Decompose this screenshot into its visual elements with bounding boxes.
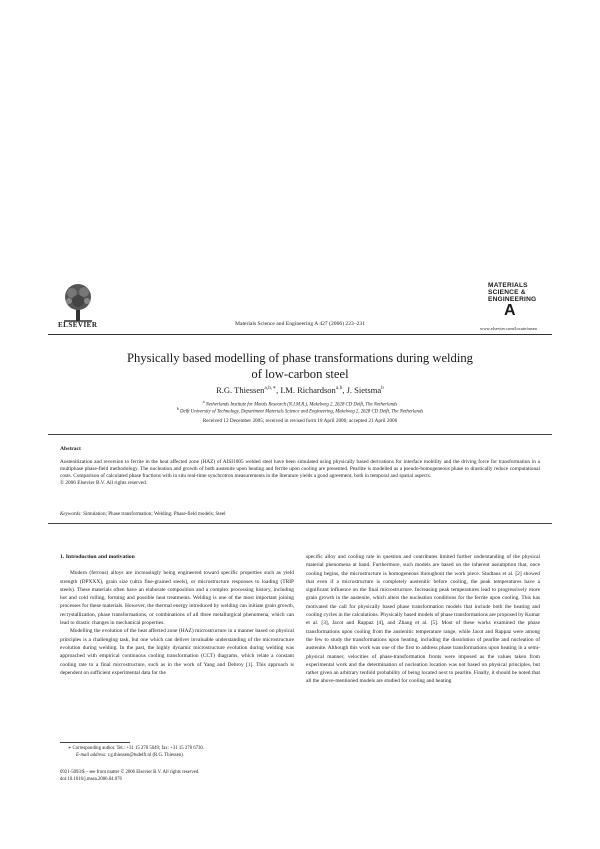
doi-line[interactable]: doi:10.1016/j.msea.2006.04.076 (60, 777, 122, 782)
author-affiliation-mark: b (381, 385, 384, 392)
received-dates: Received 12 December 2005; received in revised form 18 April 2006; accepted 21 April 2006 (202, 418, 398, 424)
footnote-rule (60, 742, 130, 743)
author-list: R.G. Thiessen$^{a,b,∗}$, I.M. Richardson$^{a,b}$, J. Sietsma$^b$ (216, 385, 384, 395)
abstract-top-rule (48, 434, 552, 435)
abstract-text: Austenitization and reversion to ferrite in the heat affected zone (HAZ) of AISI1005 welded steel have been simulated using physically based derivations for interface mobility and the driving force for transformation in a multiphase phase-field methodology. The nucleation and growth of both austenite upon heating and ferrite upon cooling are presented. Pearlite is modelled as a pseudo-homogeneous phase to drastically reduce computational costs. Comparison of calculated phase fractions with in situ real-time synchrotron measurements in the literature yields a good agreement, both in temporal and spatial aspects. (60, 459, 540, 479)
abstract-bottom-rule (48, 523, 552, 524)
journal-logo-letter: A (504, 302, 516, 320)
paragraph: Modern (ferrous) alloys are increasingly being engineered toward specific properties such as yield strength (DPXXX), grain size (ultra fine-grained steels), or microstructure responses to loading (TRIP steels). These materials often have an elaborate composition and a complex processing history, including hot and cold rolling, forming and possible heat treatments. Welding is one of the most important joining processes for these materials. However, the thermal energy introduced by welding can initiate grain growth, recrystallization, phase transformations, or combinations of all three metallurgical phenomena, which can lead to drastic changes in mechanical properties. (60, 570, 294, 627)
journal-logo-line: ENGINEERING (488, 295, 537, 303)
journal-url: www.elsevier.com/locate/msea (480, 326, 537, 331)
abstract-body (60, 459, 540, 487)
journal-logo (488, 283, 548, 319)
left-column (60, 553, 294, 677)
keywords-text: Simulation; Phase transformation; Welding; Phase-field models; Steel (83, 511, 226, 517)
abstract-heading: Abstract (60, 446, 81, 452)
keywords (60, 511, 226, 517)
title-line: of low-carbon steel (251, 367, 349, 381)
paragraph: specific alloy and cooling rate in question and contributes limited further understanding of the physical material phenomena at hand. Furthermore, such models are based on the inherent assumption that, once cooling begins, the microstructure is homogeneous throughout the work piece. Studtaus et al. [2] showed that even if a microstructure is completely austenitic before cooling, the peak temperatures have a significant influence on the final microstructure. Increasing peak temperatures lead to progressively more grain growth in the austenite, which alters the nucleation conditions for the ferrite upon cooling. This has motivated the call for physically based phase transformation models that include both the heating and cooling cycles in the calculations. Physically based models of phase transformations are proposed by Kumar et al. [3], Jacot and Rappaz [4], and Zhang et al. [5]. Most of these works examined the phase transformations upon cooling from the austenitic temperature range, while Jacot and Rappaz were among the few to study the transformations upon heating, including the dissolution of pearlite and nucleation of austenite. Although this work was one of the first to address phase transformations upon heating in a semi-physical manner, velocities of phase-transformation fronts were imposed as the values taken from experimental work and the determination of nucleation location was not based on physical principles, but rather given an arbitrary tenfold probability of being located next to pearlite. Finally, it should be noted that all the above-mentioned models are studied for cooling and heating (306, 554, 540, 685)
author-name: I.M. Richardson (280, 385, 336, 395)
email-label: E-mail address: (76, 753, 107, 758)
article-title (50, 350, 550, 382)
journal-citation: Materials Science and Engineering A 427 (2006) 223–231 (234, 321, 366, 327)
issn-line: 0921-5093/$ – see front matter © 2006 Elsevier B.V. All rights reserved. (60, 770, 200, 775)
email-address[interactable]: r.g.thiessen@tudelft.nl (R.G. Thiessen). (107, 753, 185, 758)
author-affiliation-mark: a,b (335, 385, 343, 392)
corresponding-author-note: ∗ Corresponding author. Tel.: +31 15 278 5049; fax: +31 15 278 6730. (68, 746, 205, 751)
affiliation-text: Delft University of Technology, Department Materials Science and Engineering, Mekelweg 2, 2628 CD Delft, The Netherlands (179, 409, 424, 415)
section-heading: 1. Introduction and motivation (60, 554, 135, 560)
paragraph: Modelling the evolution of the heat affected zone (HAZ) microstructure in a manner based on physical principles is a challenging task, but one which can deliver invaluable understanding of the microstructure evolution during welding. In the past, the highly dynamic microstructure evolution during welding was approached with empirical continuous cooling transformation (CCT) diagrams, which relate a constant cooling rate to a final microstructure, such as in the work of Yang and Debroy [1]. This approach is dependent on sufficient experimental data for the (60, 628, 294, 676)
header-divider (48, 334, 552, 335)
title-line: Physically based modelling of phase transformations during welding (127, 351, 473, 365)
journal-logo-line: SCIENCE & (488, 288, 526, 296)
keywords-label: Keywords: (60, 511, 82, 517)
author-name: R.G. Thiessen (216, 385, 265, 395)
abstract-copyright: © 2006 Elsevier B.V. All rights reserved. (60, 479, 148, 486)
email-note (76, 753, 184, 759)
affiliation-text: Netherlands Institute for Metals Research (N.I.M.R.), Mekelweg 2, 2628 CD Delft, The Netherlands (205, 402, 398, 408)
right-column (306, 553, 540, 686)
affiliation (0, 406, 600, 415)
journal-logo-line: MATERIALS (488, 282, 528, 289)
publisher-name: ELSEVIER (58, 321, 98, 329)
author-name: J. Sietsma (346, 385, 382, 395)
affiliation-mark: a (202, 399, 205, 404)
author-affiliation-mark: a,b,∗ (264, 385, 277, 392)
affiliation-mark: b (176, 406, 179, 411)
